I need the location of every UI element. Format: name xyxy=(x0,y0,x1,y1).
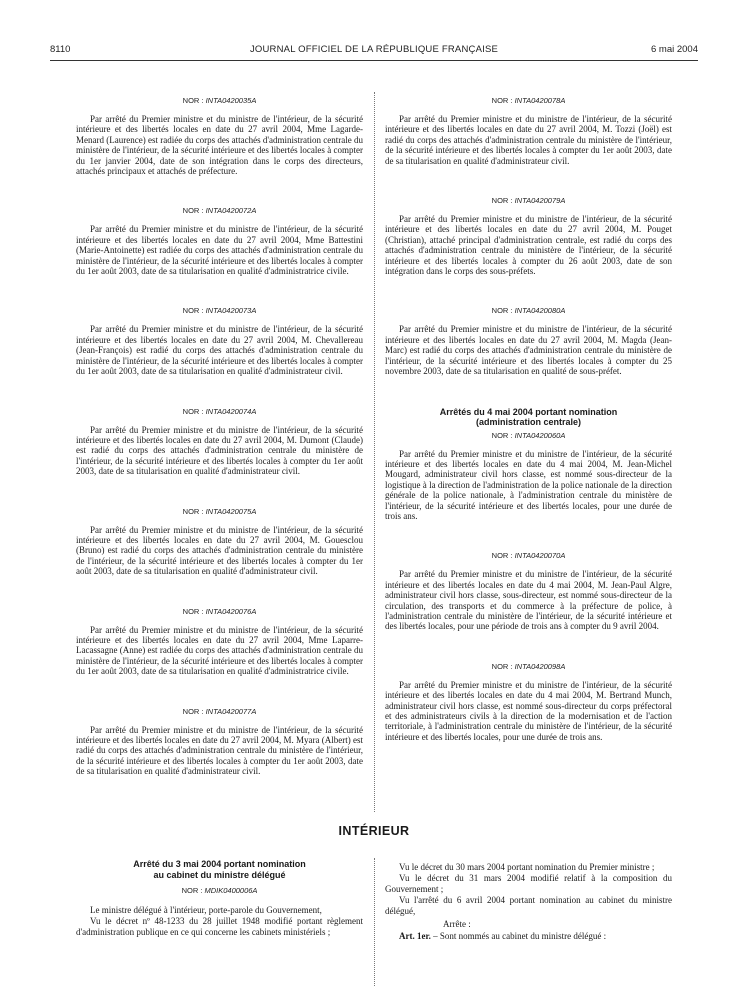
article-1: Art. 1er. – Sont nommés au cabinet du ministre délégué : xyxy=(399,931,607,942)
entry xyxy=(76,306,363,376)
left-column xyxy=(76,96,363,777)
column-divider-bottom xyxy=(374,858,375,986)
entry xyxy=(76,407,363,477)
entry-text: Par arrêté du Premier ministre et du ministre de l'intérieur, de la sécurité intérieure et des libertés locales en date du 27 avril 2004, Mme Laparre-Lacassagne (Anne) est radiée du corps des attachés d'administration centrale du ministère de l'intérieur, de la sécurité intérieure et des libertés locales à compter du 1er août 2003, date de sa titularisation en qualité d'administratrice civile. xyxy=(76,624,363,677)
nor-reference: NOR : INTA0420074A xyxy=(182,406,257,416)
section-title: INTÉRIEUR xyxy=(338,824,410,838)
entry-text: Par arrêté du Premier ministre et du ministre de l'intérieur, de la sécurité intérieure et des libertés locales en date du 27 avril 2004, M. Pouget (Christian), attaché principal d'administration centrale, est radié du corps des attachés d'administration centrale du ministère de l'intérieur, de la sécurité intérieure et des libertés locales à compter du 26 août 2003, date de son intégration dans le corps des sous-préfets. xyxy=(385,214,672,277)
journal-title: JOURNAL OFFICIEL DE LA RÉPUBLIQUE FRANÇAISE xyxy=(249,44,499,55)
entry-text: Par arrêté du Premier ministre et du ministre de l'intérieur, de la sécurité intérieure et des libertés locales en date du 27 avril 2004, M. Gouesclou (Bruno) est radié du corps des attachés d'administration centrale du ministère de l'intérieur, de la sécurité intérieure et des libertés locales à compter du 1er août 2003, date de sa titularisation en qualité d'administrateur civil. xyxy=(76,524,363,577)
entry-text: Par arrêté du Premier ministre et du ministre de l'intérieur, de la sécurité intérieure et des libertés locales en date du 27 avril 2004, Mme Lagarde-Menard (Laurence) est radiée du corps des attachés d'administration centrale du ministère de l'intérieur, de la sécurité intérieure et des libertés locales à compter du 1er janvier 2004, date de son intégration dans le corps des directeurs, attachés principaux et attachés de préfecture. xyxy=(76,114,363,177)
entry-text: Par arrêté du Premier ministre et du ministre de l'intérieur, de la sécurité intérieure et des libertés locales en date du 27 avril 2004, M. Myara (Albert) est radié du corps des attachés d'administration centrale du ministère de l'intérieur, de la sécurité intérieure et des libertés locales à compter du 1er août 2003, date de sa titularisation en qualité d'administrateur civil. xyxy=(76,724,363,777)
preamble-text: Le ministre délégué à l'intérieur, porte-parole du Gouvernement, xyxy=(90,905,322,915)
nor-reference: NOR : INTA0420098A xyxy=(491,661,566,671)
preamble-text: Vu le décret nº 48-1233 du 28 juillet 1948 modifié portant règlement d'administration publique en ce qui concerne les cabinets ministériels ; xyxy=(76,916,363,937)
entry xyxy=(76,607,363,677)
entry-text: Par arrêté du Premier ministre et du ministre de l'intérieur, de la sécurité intérieure et des libertés locales en date du 27 avril 2004, M. Magda (Jean-Marc) est radié du corps des attachés d'administration centrale du ministère de l'intérieur, de la sécurité intérieure et des libertés locales à compter du 25 novembre 2003, date de sa titularisation en qualité de sous-préfet. xyxy=(385,324,672,377)
nor-reference: NOR : INTA0420072A xyxy=(182,206,257,216)
entry-text: Par arrêté du Premier ministre et du ministre de l'intérieur, de la sécurité intérieure et des libertés locales en date du 4 mai 2004, M. Jean-Michel Mougard, administrateur civil hors classe, est nommé sous-directeur de la logistique à la direction de l'administration de la police nationale de la direction générale de la police nationale, à l'administration centrale du ministère de l'intérieur, de la sécurité intérieure et des libertés locales, pour une durée de trois ans. xyxy=(385,448,672,521)
nor-reference: NOR : INTA0420079A xyxy=(491,196,566,206)
entry-text: Par arrêté du Premier ministre et du ministre de l'intérieur, de la sécurité intérieure et des libertés locales en date du 27 avril 2004, Mme Battestini (Marie-Antoinette) est radiée du corps des attachés d'administration centrale du ministère de l'intérieur, de la sécurité intérieure et des libertés locales à compter du 1er août 2003, date de sa titularisation en qualité d'administratrice civile. xyxy=(76,224,363,277)
nor-reference: NOR : INTA0420073A xyxy=(182,306,257,316)
issue-date: 6 mai 2004 xyxy=(650,44,698,55)
entry-text: Par arrêté du Premier ministre et du ministre de l'intérieur, de la sécurité intérieure et des libertés locales en date du 27 avril 2004, M. Dumont (Claude) est radié du corps des attachés d'administration centrale du ministère de l'intérieur, de la sécurité intérieure et des libertés locales à compter du 1er août 2003, date de sa titularisation en qualité d'administrateur civil. xyxy=(76,424,363,477)
bottom-right-column xyxy=(385,862,672,941)
arrete-word: Arrête : xyxy=(443,919,471,930)
entry xyxy=(385,96,672,166)
preamble-text: Vu le décret du 31 mars 2004 modifié relatif à la composition du Gouvernement ; xyxy=(385,873,672,894)
page-header xyxy=(50,44,698,58)
nor-reference: NOR : INTA0420077A xyxy=(182,706,257,716)
right-column xyxy=(385,96,672,742)
nor-reference: NOR : INTA0420060A xyxy=(491,430,566,440)
entry-text: Par arrêté du Premier ministre et du ministre de l'intérieur, de la sécurité intérieure et des libertés locales en date du 4 mai 2004, M. Jean-Paul Algre, administrateur civil hors classe, sous-directeur, est nommé sous-directeur de la circulation, des transports et du commerce à la préfecture de police, à l'administration centrale du ministère de l'intérieur, de la sécurité intérieure et des libertés locales, pour une période de trois ans à compter du 9 avril 2004. xyxy=(385,569,672,632)
nor-reference: NOR : MDIK0400006A xyxy=(181,886,258,895)
entry-text: Par arrêté du Premier ministre et du ministre de l'intérieur, de la sécurité intérieure et des libertés locales en date du 27 avril 2004, M. Tozzi (Joël) est radié du corps des attachés d'administration centrale du ministère de l'intérieur, de la sécurité intérieure et des libertés locales à compter du 1er août 2003, date de sa titularisation en qualité d'administrateur civil. xyxy=(385,114,672,166)
page-number: 8110 xyxy=(50,44,71,55)
entry xyxy=(385,431,672,522)
header-rule xyxy=(50,60,698,61)
entry-text: Par arrêté du Premier ministre et du ministre de l'intérieur, de la sécurité intérieure et des libertés locales en date du 4 mai 2004, M. Bertrand Munch, administrateur civil hors classe, est nommé sous-directeur du corps préfectoral et des administrateurs civils à la direction de la modernisation et de l'action territoriale, à l'administration centrale du ministère de l'intérieur, de la sécurité intérieure et des libertés locales, pour une durée de trois ans. xyxy=(385,679,672,742)
entry xyxy=(76,707,363,777)
preamble-text: Vu le décret du 30 mars 2004 portant nomination du Premier ministre ; xyxy=(399,862,655,872)
preamble-text: Vu l'arrêté du 6 avril 2004 portant nomination au cabinet du ministre délégué, xyxy=(385,895,672,916)
nor-reference: NOR : INTA0420035A xyxy=(182,96,257,105)
entry xyxy=(385,662,672,742)
arrete-heading: Arrêté du 3 mai 2004 portant nomination au cabinet du ministre délégué xyxy=(133,859,306,880)
entry xyxy=(76,507,363,577)
nor-reference: NOR : INTA0420080A xyxy=(491,306,566,316)
entry xyxy=(76,206,363,276)
nor-reference: NOR : INTA0420078A xyxy=(491,96,566,105)
entry-text: Par arrêté du Premier ministre et du ministre de l'intérieur, de la sécurité intérieure et des libertés locales en date du 27 avril 2004, M. Chevallereau (Jean-François) est radié du corps des attachés d'administration centrale du ministère de l'intérieur, de la sécurité intérieure et des libertés locales à compter du 1er août 2003, date de sa titularisation en qualité d'administrateur civil. xyxy=(76,324,363,377)
nor-reference: NOR : INTA0420070A xyxy=(491,551,566,561)
entry xyxy=(385,306,672,376)
column-divider-top xyxy=(374,92,375,812)
section-heading: Arrêtés du 4 mai 2004 portant nomination (administration centrale) xyxy=(439,406,618,427)
nor-reference: NOR : INTA0420075A xyxy=(182,506,257,516)
bottom-left-column xyxy=(76,859,363,938)
entry xyxy=(76,96,363,176)
entry xyxy=(385,551,672,631)
entry xyxy=(385,196,672,276)
nor-reference: NOR : INTA0420076A xyxy=(182,606,257,616)
